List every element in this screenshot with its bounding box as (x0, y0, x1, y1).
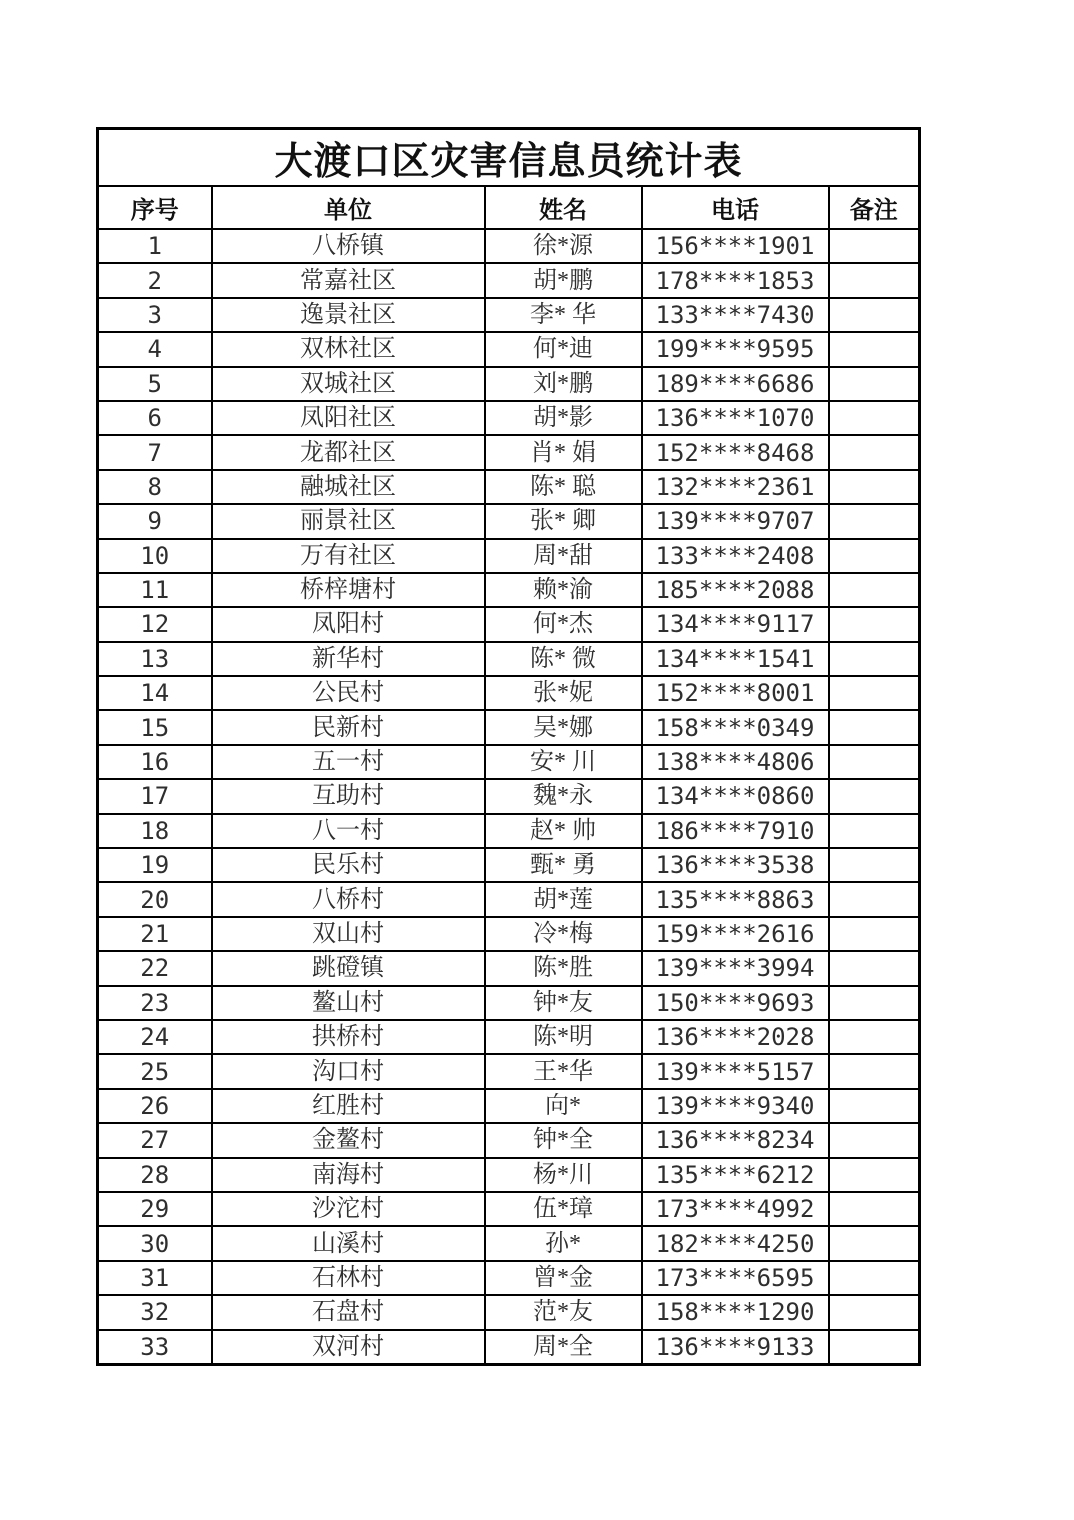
cell-unit: 公民村 (212, 676, 485, 710)
cell-remark (829, 332, 920, 366)
cell-remark (829, 1089, 920, 1123)
cell-name: 陈* 聪 (485, 470, 642, 504)
cell-remark (829, 229, 920, 263)
cell-unit: 双城社区 (212, 367, 485, 401)
cell-index: 22 (98, 951, 212, 985)
cell-unit: 万有社区 (212, 539, 485, 573)
cell-name: 胡*莲 (485, 882, 642, 916)
cell-remark (829, 1192, 920, 1226)
cell-remark (829, 642, 920, 676)
table-row (98, 848, 920, 882)
cell-unit: 鳌山村 (212, 986, 485, 1020)
cell-index: 28 (98, 1158, 212, 1192)
cell-name: 何*杰 (485, 607, 642, 641)
cell-remark (829, 1330, 920, 1365)
cell-index: 29 (98, 1192, 212, 1226)
cell-unit: 双河村 (212, 1330, 485, 1365)
cell-phone: 152****8001 (642, 676, 829, 710)
table-row (98, 814, 920, 848)
cell-index: 3 (98, 298, 212, 332)
cell-phone: 136****3538 (642, 848, 829, 882)
cell-unit: 常嘉社区 (212, 263, 485, 297)
table-row (98, 504, 920, 538)
cell-unit: 桥梓塘村 (212, 573, 485, 607)
cell-index: 27 (98, 1123, 212, 1157)
table-row (98, 1158, 920, 1192)
cell-remark (829, 435, 920, 469)
cell-unit: 红胜村 (212, 1089, 485, 1123)
cell-name: 胡*影 (485, 401, 642, 435)
table-row (98, 1295, 920, 1329)
cell-unit: 双山村 (212, 917, 485, 951)
cell-remark (829, 676, 920, 710)
cell-name: 赵* 帅 (485, 814, 642, 848)
cell-unit: 融城社区 (212, 470, 485, 504)
table-row (98, 298, 920, 332)
cell-remark (829, 367, 920, 401)
table-row (98, 332, 920, 366)
cell-index: 10 (98, 539, 212, 573)
cell-remark (829, 401, 920, 435)
cell-phone: 134****9117 (642, 607, 829, 641)
cell-index: 9 (98, 504, 212, 538)
table-row (98, 1089, 920, 1123)
cell-phone: 178****1853 (642, 263, 829, 297)
cell-unit: 新华村 (212, 642, 485, 676)
cell-index: 18 (98, 814, 212, 848)
table-row (98, 229, 920, 263)
cell-index: 19 (98, 848, 212, 882)
cell-remark (829, 607, 920, 641)
cell-unit: 八桥镇 (212, 229, 485, 263)
cell-phone: 189****6686 (642, 367, 829, 401)
table-row (98, 401, 920, 435)
table-row (98, 435, 920, 469)
cell-name: 魏*永 (485, 779, 642, 813)
cell-remark (829, 779, 920, 813)
table-row (98, 986, 920, 1020)
cell-index: 16 (98, 745, 212, 779)
table-row (98, 367, 920, 401)
cell-remark (829, 1123, 920, 1157)
cell-unit: 跳磴镇 (212, 951, 485, 985)
cell-index: 30 (98, 1226, 212, 1260)
cell-unit: 民新村 (212, 710, 485, 744)
cell-remark (829, 1158, 920, 1192)
cell-phone: 134****1541 (642, 642, 829, 676)
cell-index: 8 (98, 470, 212, 504)
cell-name: 何*迪 (485, 332, 642, 366)
cell-phone: 152****8468 (642, 435, 829, 469)
table-row (98, 779, 920, 813)
table-row (98, 745, 920, 779)
cell-unit: 沙沱村 (212, 1192, 485, 1226)
cell-index: 12 (98, 607, 212, 641)
cell-phone: 136****1070 (642, 401, 829, 435)
cell-index: 32 (98, 1295, 212, 1329)
cell-phone: 199****9595 (642, 332, 829, 366)
cell-phone: 185****2088 (642, 573, 829, 607)
cell-phone: 139****3994 (642, 951, 829, 985)
cell-unit: 凤阳村 (212, 607, 485, 641)
cell-name: 周*全 (485, 1330, 642, 1365)
cell-phone: 159****2616 (642, 917, 829, 951)
cell-unit: 八一村 (212, 814, 485, 848)
cell-phone: 173****4992 (642, 1192, 829, 1226)
cell-unit: 五一村 (212, 745, 485, 779)
cell-unit: 逸景社区 (212, 298, 485, 332)
table-row (98, 1192, 920, 1226)
cell-remark (829, 504, 920, 538)
table-row (98, 1330, 920, 1365)
cell-remark (829, 917, 920, 951)
col-header-phone: 电话 (642, 186, 829, 229)
cell-name: 徐*源 (485, 229, 642, 263)
cell-phone: 135****6212 (642, 1158, 829, 1192)
cell-index: 21 (98, 917, 212, 951)
cell-name: 胡*鹏 (485, 263, 642, 297)
cell-unit: 沟口村 (212, 1054, 485, 1088)
cell-unit: 金鳌村 (212, 1123, 485, 1157)
table-title: 大渡口区灾害信息员统计表 (98, 129, 920, 187)
cell-unit: 丽景社区 (212, 504, 485, 538)
cell-remark (829, 1054, 920, 1088)
cell-name: 冷*梅 (485, 917, 642, 951)
cell-phone: 136****2028 (642, 1020, 829, 1054)
cell-name: 吴*娜 (485, 710, 642, 744)
cell-remark (829, 539, 920, 573)
cell-index: 5 (98, 367, 212, 401)
cell-unit: 民乐村 (212, 848, 485, 882)
statistics-table (96, 127, 921, 1366)
cell-remark (829, 1295, 920, 1329)
table-row (98, 710, 920, 744)
cell-index: 23 (98, 986, 212, 1020)
col-header-remark: 备注 (829, 186, 920, 229)
cell-remark (829, 745, 920, 779)
cell-unit: 八桥村 (212, 882, 485, 916)
cell-remark (829, 1020, 920, 1054)
cell-phone: 139****9707 (642, 504, 829, 538)
cell-unit: 互助村 (212, 779, 485, 813)
cell-name: 钟*全 (485, 1123, 642, 1157)
cell-index: 25 (98, 1054, 212, 1088)
title-row (98, 129, 920, 187)
table-header-row (98, 186, 920, 229)
cell-index: 33 (98, 1330, 212, 1365)
cell-name: 甄* 勇 (485, 848, 642, 882)
cell-name: 钟*友 (485, 986, 642, 1020)
table-row (98, 676, 920, 710)
cell-name: 范*友 (485, 1295, 642, 1329)
cell-remark (829, 814, 920, 848)
cell-name: 伍*璋 (485, 1192, 642, 1226)
cell-phone: 158****1290 (642, 1295, 829, 1329)
table-row (98, 470, 920, 504)
cell-phone: 156****1901 (642, 229, 829, 263)
cell-index: 20 (98, 882, 212, 916)
cell-phone: 139****5157 (642, 1054, 829, 1088)
table-row (98, 573, 920, 607)
cell-remark (829, 848, 920, 882)
col-header-unit: 单位 (212, 186, 485, 229)
cell-phone: 134****0860 (642, 779, 829, 813)
cell-name: 安* 川 (485, 745, 642, 779)
table-row (98, 917, 920, 951)
col-header-index: 序号 (98, 186, 212, 229)
cell-phone: 133****2408 (642, 539, 829, 573)
cell-name: 陈*胜 (485, 951, 642, 985)
col-header-name: 姓名 (485, 186, 642, 229)
cell-index: 15 (98, 710, 212, 744)
cell-unit: 石林村 (212, 1261, 485, 1295)
cell-phone: 139****9340 (642, 1089, 829, 1123)
cell-index: 6 (98, 401, 212, 435)
cell-name: 李* 华 (485, 298, 642, 332)
cell-remark (829, 710, 920, 744)
cell-unit: 南海村 (212, 1158, 485, 1192)
cell-name: 张* 卿 (485, 504, 642, 538)
table-body (98, 229, 920, 1364)
cell-remark (829, 882, 920, 916)
cell-remark (829, 951, 920, 985)
table-row (98, 882, 920, 916)
cell-phone: 136****8234 (642, 1123, 829, 1157)
cell-unit: 拱桥村 (212, 1020, 485, 1054)
cell-unit: 双林社区 (212, 332, 485, 366)
cell-index: 1 (98, 229, 212, 263)
cell-remark (829, 263, 920, 297)
cell-index: 31 (98, 1261, 212, 1295)
cell-unit: 龙都社区 (212, 435, 485, 469)
cell-phone: 136****9133 (642, 1330, 829, 1365)
cell-remark (829, 298, 920, 332)
cell-index: 24 (98, 1020, 212, 1054)
cell-name: 张*妮 (485, 676, 642, 710)
cell-name: 向* (485, 1089, 642, 1123)
cell-remark (829, 986, 920, 1020)
table-row (98, 951, 920, 985)
cell-phone: 150****9693 (642, 986, 829, 1020)
cell-name: 杨*川 (485, 1158, 642, 1192)
table-row (98, 1226, 920, 1260)
cell-index: 11 (98, 573, 212, 607)
table-row (98, 1261, 920, 1295)
cell-phone: 186****7910 (642, 814, 829, 848)
cell-phone: 135****8863 (642, 882, 829, 916)
cell-unit: 山溪村 (212, 1226, 485, 1260)
table-row (98, 1054, 920, 1088)
cell-phone: 173****6595 (642, 1261, 829, 1295)
cell-index: 13 (98, 642, 212, 676)
cell-index: 2 (98, 263, 212, 297)
cell-name: 刘*鹏 (485, 367, 642, 401)
cell-phone: 182****4250 (642, 1226, 829, 1260)
cell-phone: 132****2361 (642, 470, 829, 504)
cell-index: 14 (98, 676, 212, 710)
cell-unit: 石盘村 (212, 1295, 485, 1329)
cell-index: 4 (98, 332, 212, 366)
cell-name: 陈* 微 (485, 642, 642, 676)
cell-name: 周*甜 (485, 539, 642, 573)
table-row (98, 1123, 920, 1157)
cell-unit: 凤阳社区 (212, 401, 485, 435)
cell-phone: 138****4806 (642, 745, 829, 779)
cell-name: 曾*金 (485, 1261, 642, 1295)
cell-name: 王*华 (485, 1054, 642, 1088)
table-row (98, 607, 920, 641)
cell-phone: 133****7430 (642, 298, 829, 332)
cell-index: 17 (98, 779, 212, 813)
cell-phone: 158****0349 (642, 710, 829, 744)
cell-index: 7 (98, 435, 212, 469)
cell-index: 26 (98, 1089, 212, 1123)
cell-name: 孙* (485, 1226, 642, 1260)
cell-name: 肖* 娟 (485, 435, 642, 469)
cell-name: 陈*明 (485, 1020, 642, 1054)
cell-remark (829, 1261, 920, 1295)
cell-remark (829, 1226, 920, 1260)
table-row (98, 539, 920, 573)
cell-remark (829, 573, 920, 607)
table-row (98, 642, 920, 676)
table-row (98, 1020, 920, 1054)
cell-remark (829, 470, 920, 504)
cell-name: 赖*渝 (485, 573, 642, 607)
table-row (98, 263, 920, 297)
